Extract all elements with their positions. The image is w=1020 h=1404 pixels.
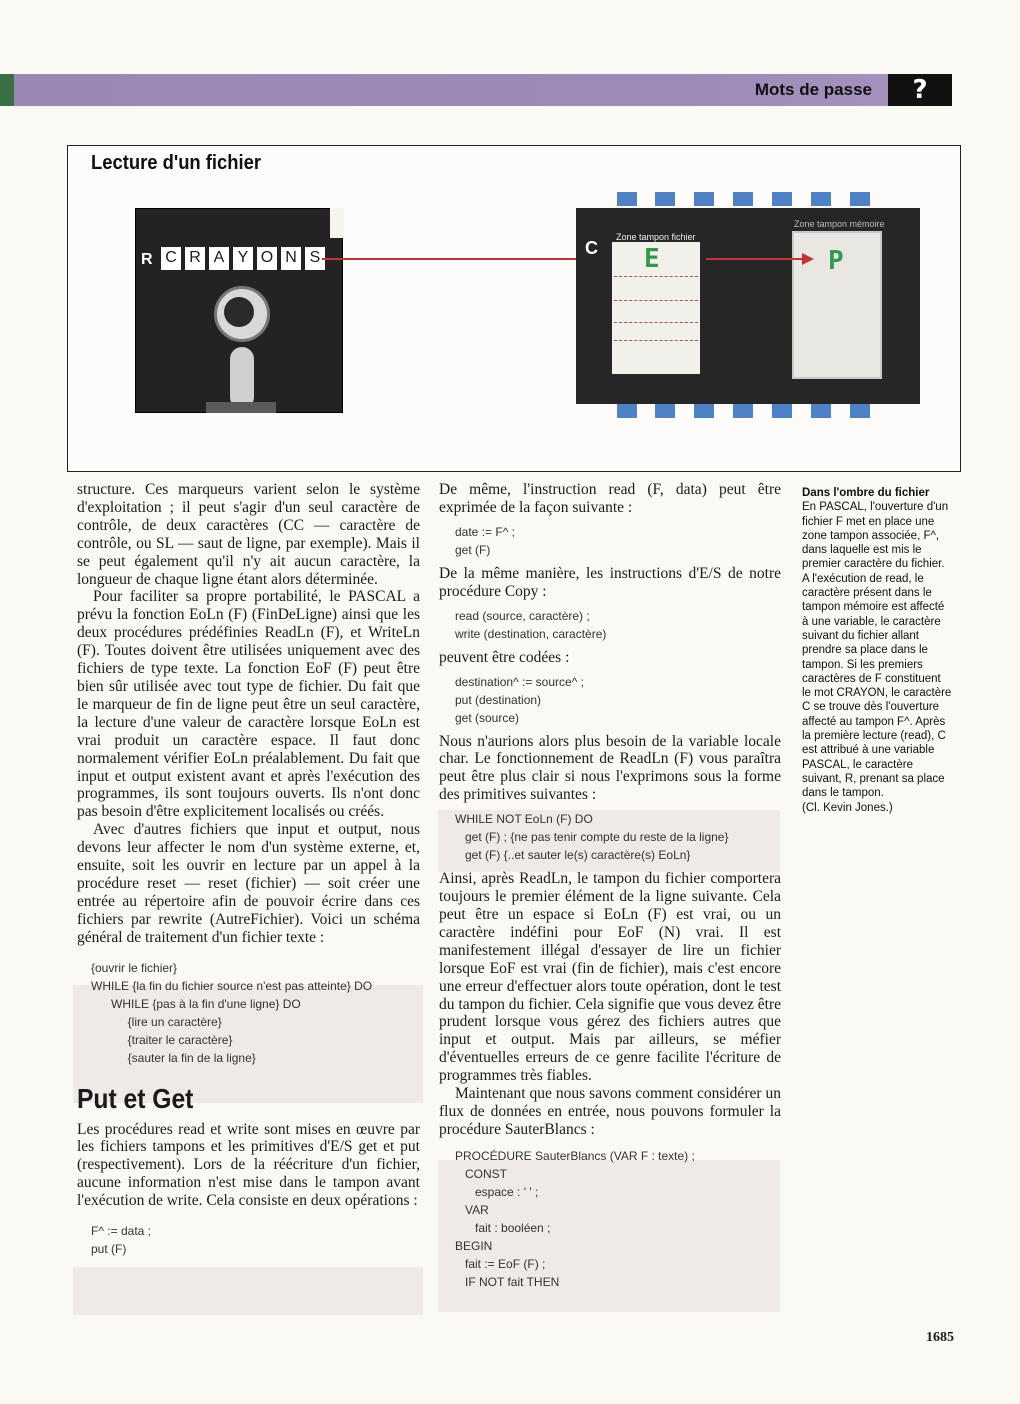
file-buffer-glyph: E [644,244,660,274]
word-cells [160,246,328,271]
arrow-head-icon [802,253,814,265]
paragraph: Maintenant que nous savons comment considérer un flux de données en entrée, nous pouvons formuler la procédure SauterBlancs : [439,1085,781,1138]
paragraph: structure. Ces marqueurs varient selon le système d'exploitation ; il peut s'agir d'un seul caractère de contrôle, de deux caractères (CC — caractère de contrôle, ou SL — saut de ligne, par exemple). Mais il se peut également qu'il n'y ait aucun caractère, la longueur de chaque ligne étant alors déterminée. [77,481,420,588]
paragraph: Les procédures read et write sont mises en œuvre par les fichiers tampons et les primitives d'E/S get et put (respectivement). Lors de la réécriture d'un fichier, aucune information n'est mise dans le tampon avant l'exécution de write. Cela consiste en deux opérations : [77,1120,420,1210]
column-middle [439,481,781,1291]
disk-letter: R [141,251,153,268]
code-block: PROCÉDURE SauterBlancs (VAR F : texte) ; CONST espace : ' ' ; VAR fait : booléen ; BEGIN fait := EoF (F) ; IF NOT fait THEN [455,1148,695,1289]
word-cell: Y [232,246,254,271]
floppy-hub-center [224,297,254,327]
buffer-divider [614,276,698,277]
paragraph: Ainsi, après ReadLn, le tampon du fichier comportera toujours le premier élément de la ligne suivante. Cela peut être un espace si EoLn (F) est vrai, ou un caractère indéfini pour EoF (N) vrai. Il est manifestement illégal d'essayer de lire un fichier lorsque EoF est vrai (fin de fichier), mais c'est encore une erreur d'effectuer alors toute opération, dont le test du tampon du fichier. Cela signifie que vous devez être prudent lorsque vous gérez des fichiers autres que input et output. Mais par ailleurs, se méfier d'éventuelles erreurs de ce genre facilite l'écriture de programmes très fiables. [439,870,781,1085]
word-cell: O [256,246,278,271]
chip-pin [772,192,792,206]
chip-pin [655,192,675,206]
figure-caption [802,486,952,815]
chip-letter: C [585,238,598,258]
caption-credit: (Cl. Kevin Jones.) [802,801,893,814]
section-heading: Put et Get [77,1082,194,1114]
code-block: F^ := data ; put (F) [91,1224,151,1257]
chip-pin [655,404,675,418]
word-cell: N [280,246,302,271]
buffer-divider [614,300,698,301]
code-block: {ouvrir le fichier} WHILE {la fin du fichier source n'est pas atteinte} DO WHILE {pas à la fin d'une ligne} DO {lire un caractère} {traiter le caractère} {sauter la fin de la ligne} [91,960,373,1065]
paragraph: peuvent être codées : [439,648,570,666]
code-background [73,1267,423,1315]
section-title: Mots de passe [754,80,872,99]
paragraph: Nous n'aurions alors plus besoin de la variable locale char. Le fonctionnement de ReadLn (F) vous paraîtra peut être plus clair si nous l'exprimons sous la forme des primitives suivantes : [439,732,781,804]
chip-pin [617,192,637,206]
caption-title: Dans l'ombre du fichier [802,487,930,499]
code-block: WHILE NOT EoLn (F) DO get (F) ; {ne pas tenir compte du reste de la ligne} get (F) {..et sauter le(s) caractère(s) EoLn} [455,812,729,863]
paragraph: Avec d'autres fichiers que input et output, nous devons leur affecter le nom d'un système externe, et, ensuite, soit les ouvrir en lecture par un appel à la procédure reset — reset (fichier) — soit créer une entrée au répertoire afin de pouvoir écrire dans ces fichiers par rewrite (AutreFichier). Voici un schéma général de traitement d'un fichier texte : [77,821,420,946]
word-cell: R [184,246,206,271]
page-number: 1685 [926,1330,954,1345]
chip-pin [850,404,870,418]
chip-pin [811,192,831,206]
code-block: read (source, caractère) ; write (destination, caractère) [455,608,607,641]
buffer-divider [614,340,698,341]
buffer-divider [614,322,698,323]
chip-pin [772,404,792,418]
word-cell: A [208,246,230,271]
figure-title: Lecture d'un fichier [91,152,262,174]
paragraph: De même, l'instruction read (F, data) peut être exprimée de la façon suivante : [439,481,781,516]
floppy-bottom-slot [206,402,276,413]
file-buffer-label: Zone tampon fichier [616,232,696,242]
paragraph: Pour faciliter sa propre portabilité, le PASCAL a prévu la fonction EoLn (F) (FinDeLigne) ainsi que les deux procédures prédéfinies ReadLn (F), et WriteLn (F). Toutes doivent être utilisées uniquement avec des fichiers de type texte. La fonction EoF (F) peut être bien sûr utilisée avec tout type de fichier. Du fait que le marqueur de fin de ligne peut être un seul caractère, la lecture d'une valeur de caractère lorsque EoLn est vrai produit un caractère espace. Il faut donc normalement vérifier EoLn préalablement. Du fait que input et output existent avant et après l'exécution des programmes, ils sont toujours ouverts. Ils n'ont donc pas besoin d'être explicitement localisés ou créés. [77,588,420,821]
chip-pin [811,404,831,418]
chip-pin [733,404,753,418]
chip-pin [617,404,637,418]
arrow-line [706,258,802,260]
chip-pin [850,192,870,206]
word-cell: S [304,246,326,271]
code-block: date := F^ ; get (F) [455,524,515,557]
arrow-line [322,258,612,260]
chip-pin [733,192,753,206]
caption-text: En PASCAL, l'ouverture d'un fichier F met en place une zone tampon associée, F^, dans laquelle est mis le premier caractère du fichier. A l'exécution de read, le caractère présent dans le tampon mémoire est affecté à une variable, le caractère suivant du fichier allant prendre sa place dans le tampon. Si les premiers caractères de F constituent le mot CRAYON, le caractère C se trouve dès l'ouverture affecté au tampon F^. Après la première lecture (read), C est attribué à une variable PASCAL, le caractère suivant, R, prenant sa place dans le tampon. [802,501,952,800]
question-mark-icon: ? [888,74,952,106]
header-edge-mark [0,74,14,106]
column-left [77,481,420,1258]
chip-pin [694,404,714,418]
paragraph: De la même manière, les instructions d'E/S de notre procédure Copy : [439,564,781,600]
word-cell: C [160,246,182,271]
memory-buffer-label: Zone tampon mémoire [794,219,885,229]
memory-buffer-glyph: P [828,246,844,276]
floppy-notch [330,208,344,238]
floppy-read-slot [230,347,254,409]
code-block: destination^ := source^ ; put (destination) get (source) [455,674,584,725]
chip-pin [694,192,714,206]
